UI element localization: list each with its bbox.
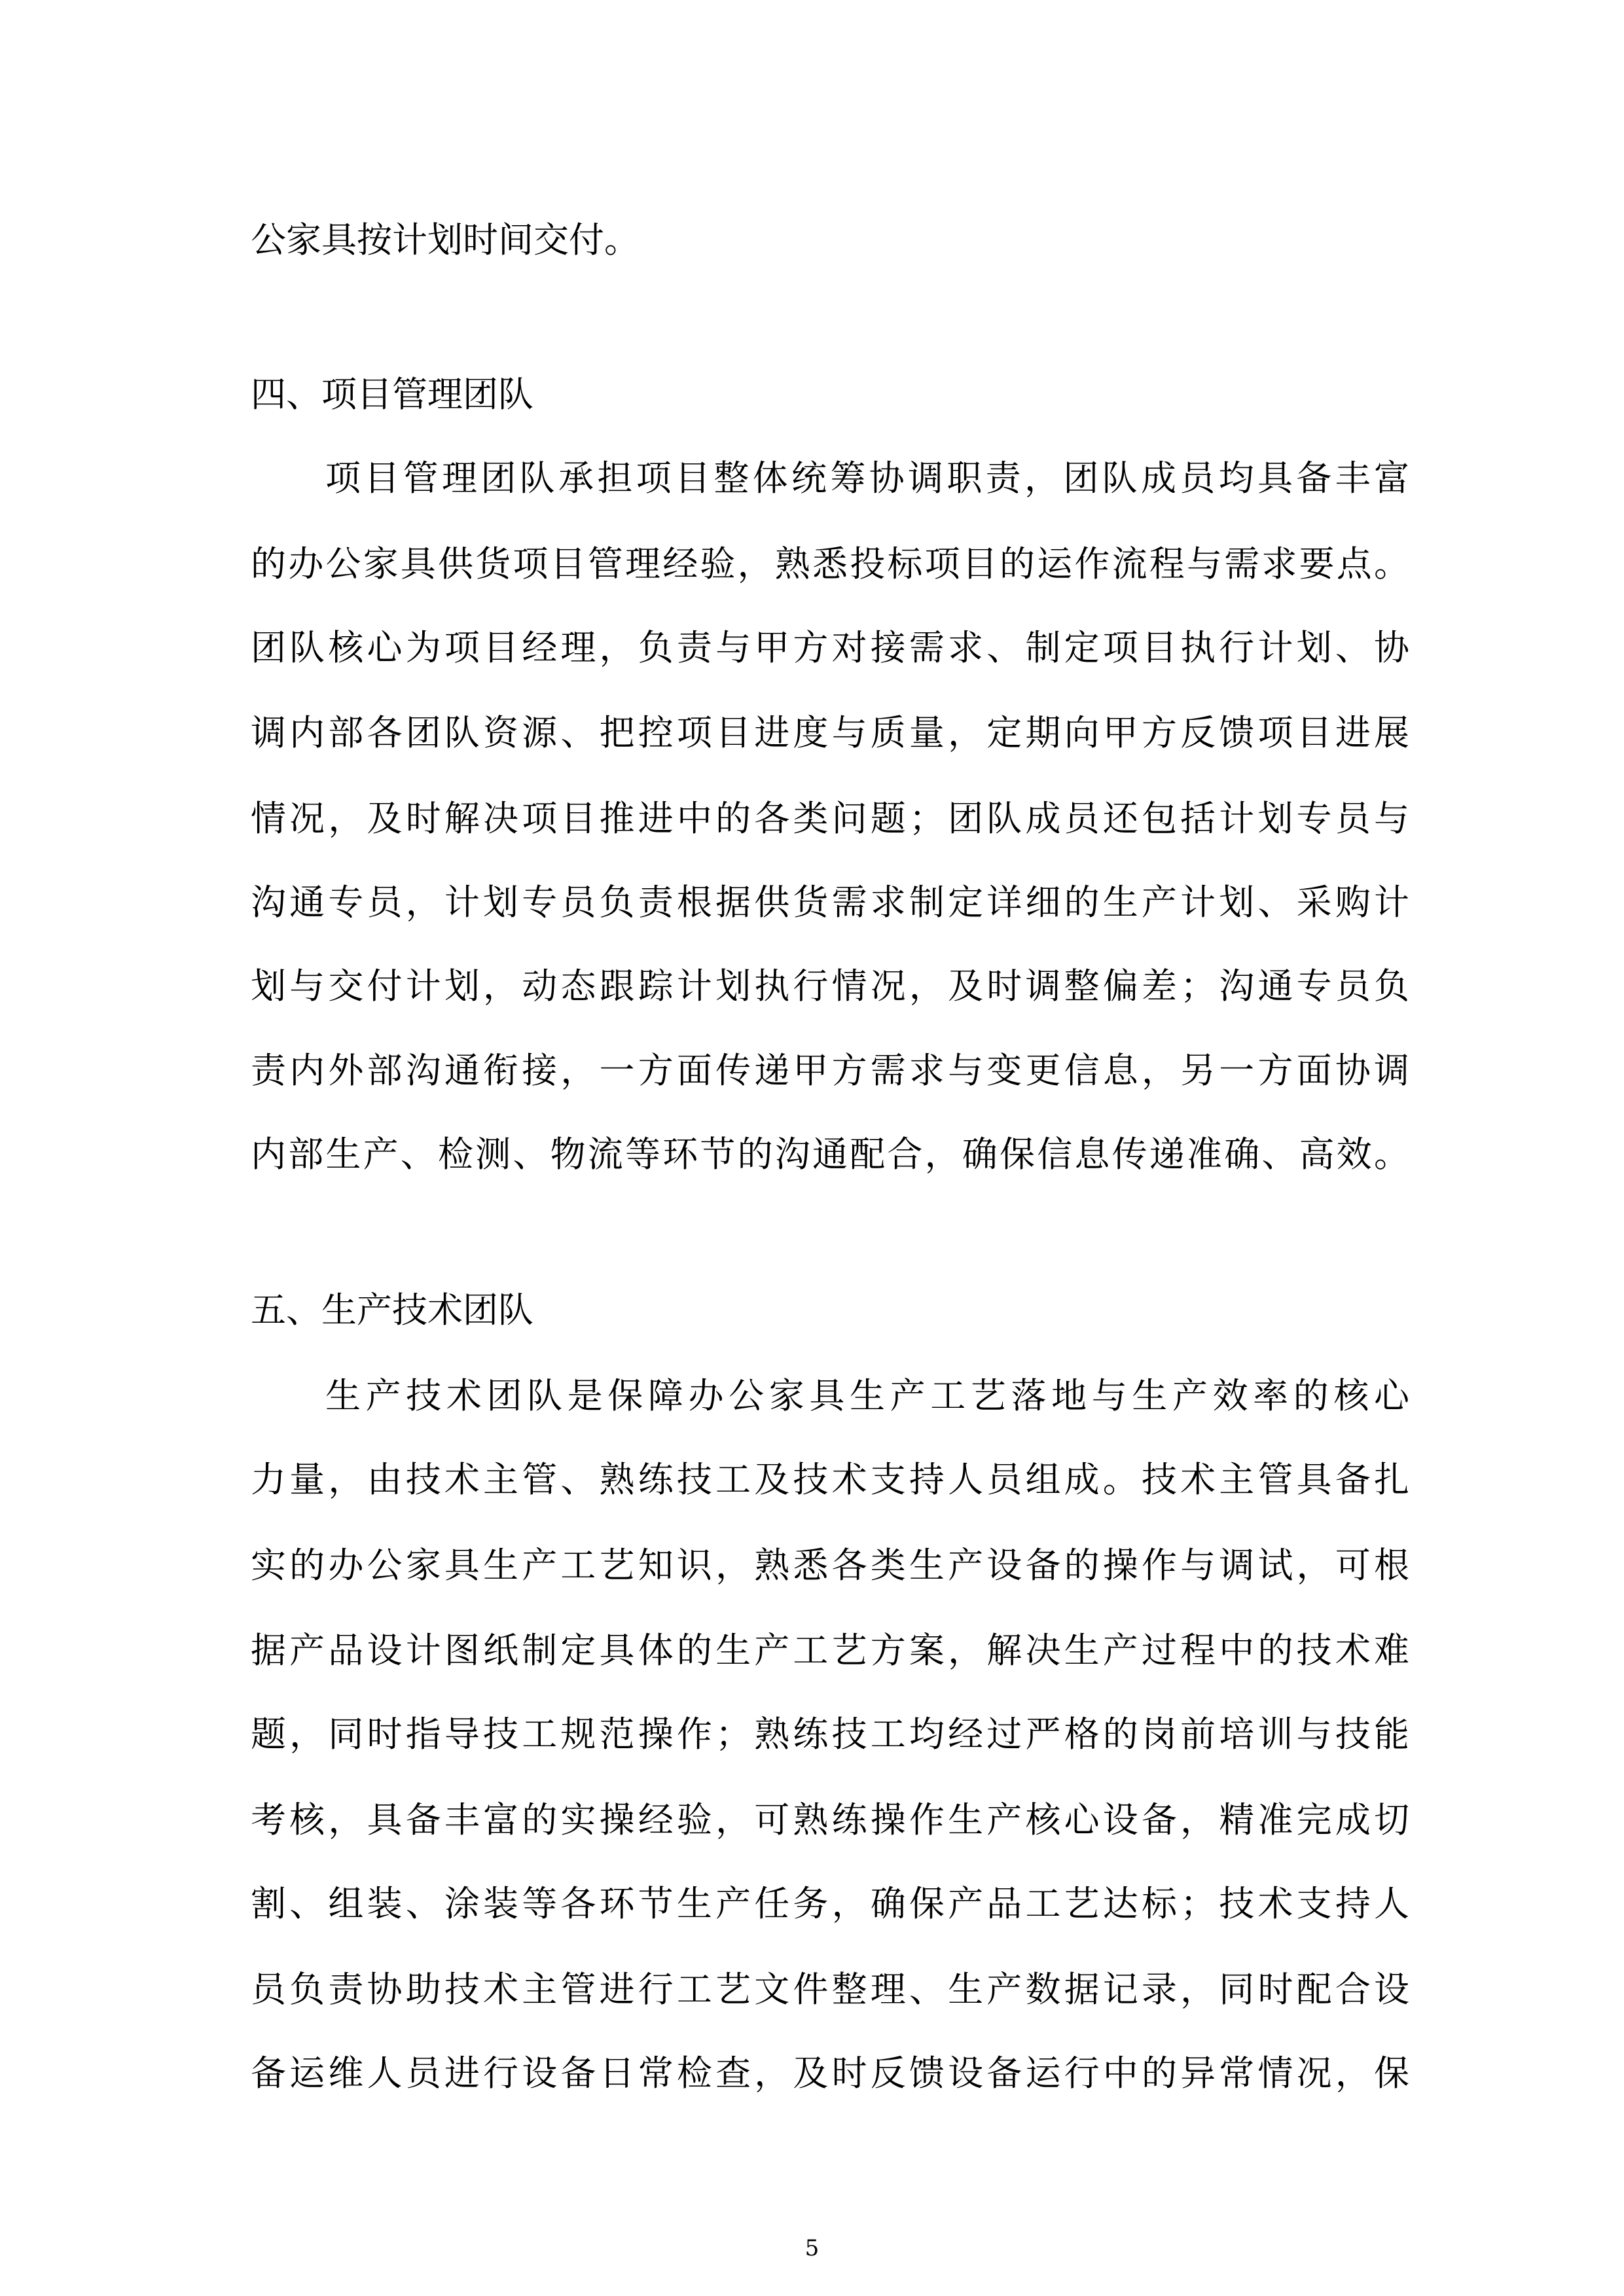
continuation-text: 公家具按计划时间交付。 [251, 219, 640, 260]
paragraph-line: 沟通专员，计划专员负责根据供货需求制定详细的生产计划、采购计 [251, 882, 1409, 923]
paragraph-line: 备运维人员进行设备日常检查，及时反馈设备运行中的异常情况，保 [251, 2053, 1409, 2094]
section-heading-project-management: 四、项目管理团队 [251, 374, 533, 415]
page-number: 5 [804, 2235, 820, 2261]
paragraph-line: 责内外部沟通衔接，一方面传递甲方需求与变更信息，另一方面协调 [251, 1050, 1409, 1091]
paragraph-line: 员负责协助技术主管进行工艺文件整理、生产数据记录，同时配合设 [251, 1969, 1409, 2010]
paragraph-line: 项目管理团队承担项目整体统筹协调职责，团队成员均具备丰富 [325, 457, 1409, 499]
paragraph-line: 的办公家具供货项目管理经验，熟悉投标项目的运作流程与需求要点。 [251, 543, 1409, 584]
paragraph-line: 实的办公家具生产工艺知识，熟悉各类生产设备的操作与调试，可根 [251, 1545, 1409, 1586]
paragraph-line: 割、组装、涂装等各环节生产任务，确保产品工艺达标；技术支持人 [251, 1883, 1409, 1924]
paragraph-line: 题，同时指导技工规范操作；熟练技工均经过严格的岗前培训与技能 [251, 1713, 1409, 1755]
section-heading-production-tech: 五、生产技术团队 [251, 1289, 533, 1331]
paragraph-line: 力量，由技术主管、熟练技工及技术支持人员组成。技术主管具备扎 [251, 1459, 1409, 1500]
paragraph-line: 调内部各团队资源、把控项目进度与质量，定期向甲方反馈项目进展 [251, 712, 1409, 753]
paragraph-line: 划与交付计划，动态跟踪计划执行情况，及时调整偏差；沟通专员负 [251, 965, 1409, 1007]
paragraph-line: 内部生产、检测、物流等环节的沟通配合，确保信息传递准确、高效。 [251, 1134, 1409, 1175]
paragraph-line: 考核，具备丰富的实操经验，可熟练操作生产核心设备，精准完成切 [251, 1799, 1409, 1840]
paragraph-line: 据产品设计图纸制定具体的生产工艺方案，解决生产过程中的技术难 [251, 1630, 1409, 1671]
paragraph-line: 生产技术团队是保障办公家具生产工艺落地与生产效率的核心 [325, 1375, 1409, 1416]
paragraph-line: 团队核心为项目经理，负责与甲方对接需求、制定项目执行计划、协 [251, 627, 1409, 668]
paragraph-line: 情况，及时解决项目推进中的各类问题；团队成员还包括计划专员与 [251, 798, 1409, 839]
